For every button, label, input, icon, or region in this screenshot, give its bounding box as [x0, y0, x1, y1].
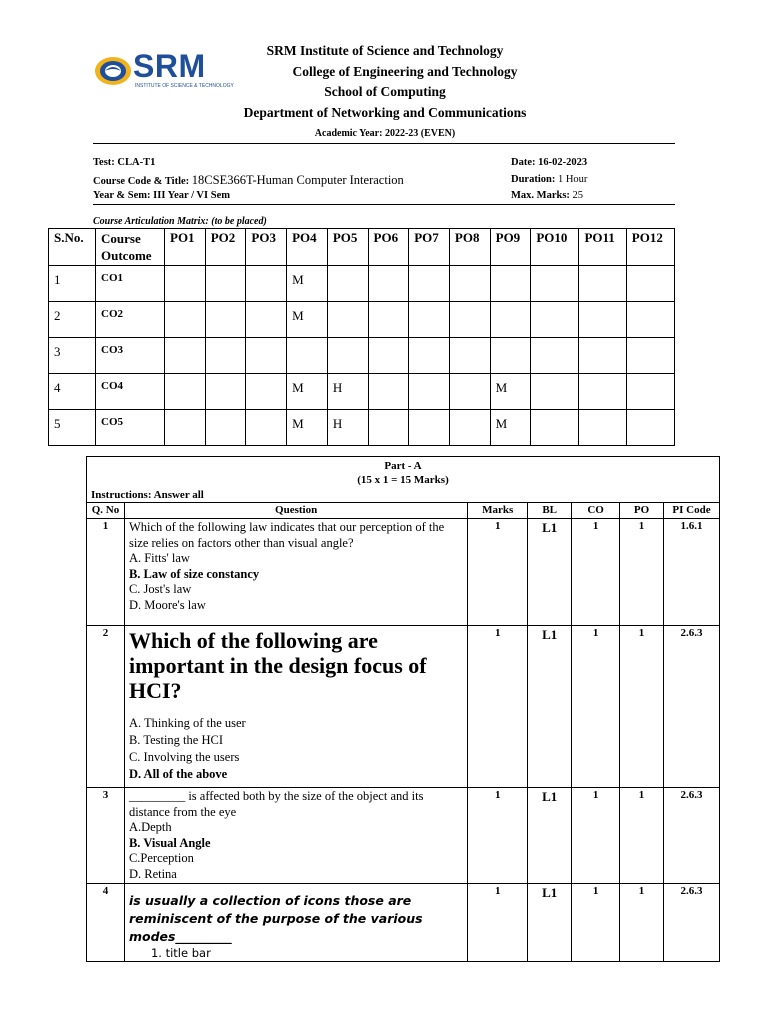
cell-po1: [165, 266, 206, 302]
question-row: [87, 519, 720, 626]
cell-po7: [409, 410, 450, 446]
question-cell: [124, 519, 467, 626]
cell-po8: [449, 338, 490, 374]
option: D. Moore's law: [128, 597, 206, 612]
cell-po8: [449, 410, 490, 446]
cell-po9: [490, 338, 531, 374]
cell-po10: [531, 338, 579, 374]
department-name: Department of Networking and Communications: [243, 105, 527, 120]
question-cell: [124, 884, 467, 962]
cell-po5: H: [327, 374, 368, 410]
question-co: 1: [572, 884, 620, 962]
cell-po10: [531, 374, 579, 410]
cell-po11: [579, 302, 626, 338]
col-po: PO: [620, 503, 664, 519]
header-po9: PO9: [490, 229, 531, 266]
col-co: CO: [572, 503, 620, 519]
header-po5: PO5: [327, 229, 368, 266]
col-pi-code: PI Code: [664, 503, 720, 519]
question-row: [87, 788, 720, 884]
cell-po10: [531, 302, 579, 338]
matrix-row: [49, 374, 675, 410]
cell-po4: M: [287, 374, 328, 410]
test-label: Test: CLA-T1: [93, 157, 156, 168]
question-text: is usually a collection of icons those are reminiscent of the purpose of the various modes_________: [128, 893, 423, 944]
cell-po10: [531, 266, 579, 302]
meta-divider: [93, 204, 675, 205]
option: D. Retina: [128, 866, 177, 881]
row-co: CO1: [96, 266, 165, 302]
school-name: School of Computing: [324, 84, 446, 99]
cell-po2: [205, 410, 246, 446]
option: C. Jost's law: [128, 582, 192, 596]
option: C.Perception: [128, 851, 194, 865]
exam-date: Date: 16-02-2023: [511, 157, 588, 168]
question-bl: L1: [528, 788, 572, 884]
part-a-marks: (15 x 1 = 15 Marks): [357, 474, 449, 486]
cell-po6: [368, 410, 409, 446]
srm-logo-emblem: [93, 53, 133, 93]
col-marks: Marks: [468, 503, 528, 519]
cell-po7: [409, 374, 450, 410]
cell-po11: [579, 410, 626, 446]
matrix-row: [49, 266, 675, 302]
question-marks: 1: [468, 626, 528, 788]
option: B. Testing the HCI: [128, 733, 223, 747]
option: 1. title bar: [150, 946, 211, 960]
matrix-title: Course Articulation Matrix: (to be placed): [93, 216, 267, 227]
question-number: 3: [87, 788, 125, 884]
cell-po7: [409, 338, 450, 374]
col-bl: BL: [528, 503, 572, 519]
question-pi: 2.6.3: [664, 626, 720, 788]
articulation-matrix: [48, 228, 675, 446]
option: A. Fitts' law: [128, 551, 190, 565]
cell-po7: [409, 266, 450, 302]
cell-po6: [368, 374, 409, 410]
cell-po2: [205, 266, 246, 302]
question-number: 4: [87, 884, 125, 962]
cell-po4: [287, 338, 328, 374]
cell-po11: [579, 374, 626, 410]
row-sno: 1: [49, 266, 96, 302]
question-text: Which of the following are important in the design focus of HCI?: [128, 628, 427, 703]
option-correct: D. All of the above: [128, 767, 228, 781]
cell-po12: [626, 266, 674, 302]
question-cell: [124, 626, 467, 788]
col-qno: Q. No: [87, 503, 125, 519]
question-pi: 1.6.1: [664, 519, 720, 626]
course-line: Course Code & Title: 18CSE366T-Human Computer Interaction: [93, 173, 404, 187]
cell-po5: [327, 302, 368, 338]
cell-po12: [626, 338, 674, 374]
cell-po8: [449, 266, 490, 302]
header-po6: PO6: [368, 229, 409, 266]
matrix-row: [49, 338, 675, 374]
row-co: CO3: [96, 338, 165, 374]
question-number: 2: [87, 626, 125, 788]
cell-po6: [368, 338, 409, 374]
cell-po1: [165, 302, 206, 338]
cell-po1: [165, 374, 206, 410]
cell-po9: M: [490, 374, 531, 410]
option: A.Depth: [128, 820, 172, 834]
question-row: [87, 626, 720, 788]
cell-po5: [327, 338, 368, 374]
cell-po8: [449, 302, 490, 338]
question-po: 1: [620, 788, 664, 884]
question-co: 1: [572, 626, 620, 788]
header-divider: [93, 143, 675, 144]
college-name: College of Engineering and Technology: [292, 64, 518, 79]
question-text: _________ is affected both by the size of the object and its distance from the eye: [128, 789, 424, 819]
cell-po12: [626, 410, 674, 446]
cell-po4: M: [287, 410, 328, 446]
cell-po2: [205, 302, 246, 338]
row-sno: 2: [49, 302, 96, 338]
cell-po12: [626, 302, 674, 338]
cell-po10: [531, 410, 579, 446]
question-bl: L1: [528, 519, 572, 626]
part-a-header-row: [87, 503, 720, 519]
header-po4: PO4: [287, 229, 328, 266]
question-co: 1: [572, 788, 620, 884]
question-pi: 2.6.3: [664, 884, 720, 962]
header-sno: S.No.: [49, 229, 96, 266]
cell-po11: [579, 338, 626, 374]
cell-po3: [246, 410, 287, 446]
question-marks: 1: [468, 788, 528, 884]
question-pi: 2.6.3: [664, 788, 720, 884]
max-marks: Max. Marks: 25: [511, 190, 584, 201]
question-marks: 1: [468, 519, 528, 626]
question-text: Which of the following law indicates that our perception of the size relies on factors other than visual angle?: [128, 520, 445, 550]
cell-po9: [490, 266, 531, 302]
header-course-outcome: Course Outcome: [96, 229, 165, 266]
question-marks: 1: [468, 884, 528, 962]
cell-po4: M: [287, 266, 328, 302]
row-sno: 5: [49, 410, 96, 446]
academic-year: Academic Year: 2022-23 (EVEN): [314, 128, 456, 139]
cell-po6: [368, 266, 409, 302]
logo-subtitle: INSTITUTE OF SCIENCE & TECHNOLOGY: [135, 83, 234, 89]
logo-wordmark: SRM: [133, 48, 206, 84]
part-a-heading: [87, 457, 720, 489]
cell-po2: [205, 338, 246, 374]
cell-po3: [246, 374, 287, 410]
exam-duration: Duration: 1 Hour: [511, 174, 588, 185]
cell-po4: M: [287, 302, 328, 338]
cell-po7: [409, 302, 450, 338]
option: C. Involving the users: [128, 750, 240, 764]
header-po11: PO11: [579, 229, 626, 266]
cell-po12: [626, 374, 674, 410]
question-bl: L1: [528, 626, 572, 788]
part-a-instructions: Instructions: Answer all: [87, 488, 720, 503]
header-po8: PO8: [449, 229, 490, 266]
col-question: Question: [124, 503, 467, 519]
year-sem: Year & Sem: III Year / VI Sem: [93, 190, 230, 201]
option: A. Thinking of the user: [128, 716, 246, 730]
question-row: [87, 884, 720, 962]
matrix-row: [49, 302, 675, 338]
question-po: 1: [620, 884, 664, 962]
cell-po6: [368, 302, 409, 338]
cell-po11: [579, 266, 626, 302]
institute-name: SRM Institute of Science and Technology: [266, 43, 504, 58]
header-po1: PO1: [165, 229, 206, 266]
part-a-table: [86, 456, 720, 962]
header-po3: PO3: [246, 229, 287, 266]
question-co: 1: [572, 519, 620, 626]
question-number: 1: [87, 519, 125, 626]
question-po: 1: [620, 519, 664, 626]
cell-po1: [165, 410, 206, 446]
option-correct: B. Law of size constancy: [128, 566, 260, 581]
part-a-title: Part - A: [384, 460, 422, 472]
cell-po1: [165, 338, 206, 374]
row-sno: 3: [49, 338, 96, 374]
option-correct: B. Visual Angle: [128, 835, 211, 850]
row-co: CO2: [96, 302, 165, 338]
cell-po3: [246, 338, 287, 374]
header-po2: PO2: [205, 229, 246, 266]
row-co: CO4: [96, 374, 165, 410]
row-sno: 4: [49, 374, 96, 410]
cell-po9: M: [490, 410, 531, 446]
cell-po2: [205, 374, 246, 410]
header-po12: PO12: [626, 229, 674, 266]
cell-po3: [246, 266, 287, 302]
row-co: CO5: [96, 410, 165, 446]
question-po: 1: [620, 626, 664, 788]
cell-po5: [327, 266, 368, 302]
cell-po8: [449, 374, 490, 410]
matrix-row: [49, 410, 675, 446]
question-bl: L1: [528, 884, 572, 962]
question-cell: [124, 788, 467, 884]
header-po7: PO7: [409, 229, 450, 266]
matrix-header-row: [49, 229, 675, 266]
header-po10: PO10: [531, 229, 579, 266]
cell-po3: [246, 302, 287, 338]
cell-po9: [490, 302, 531, 338]
cell-po5: H: [327, 410, 368, 446]
